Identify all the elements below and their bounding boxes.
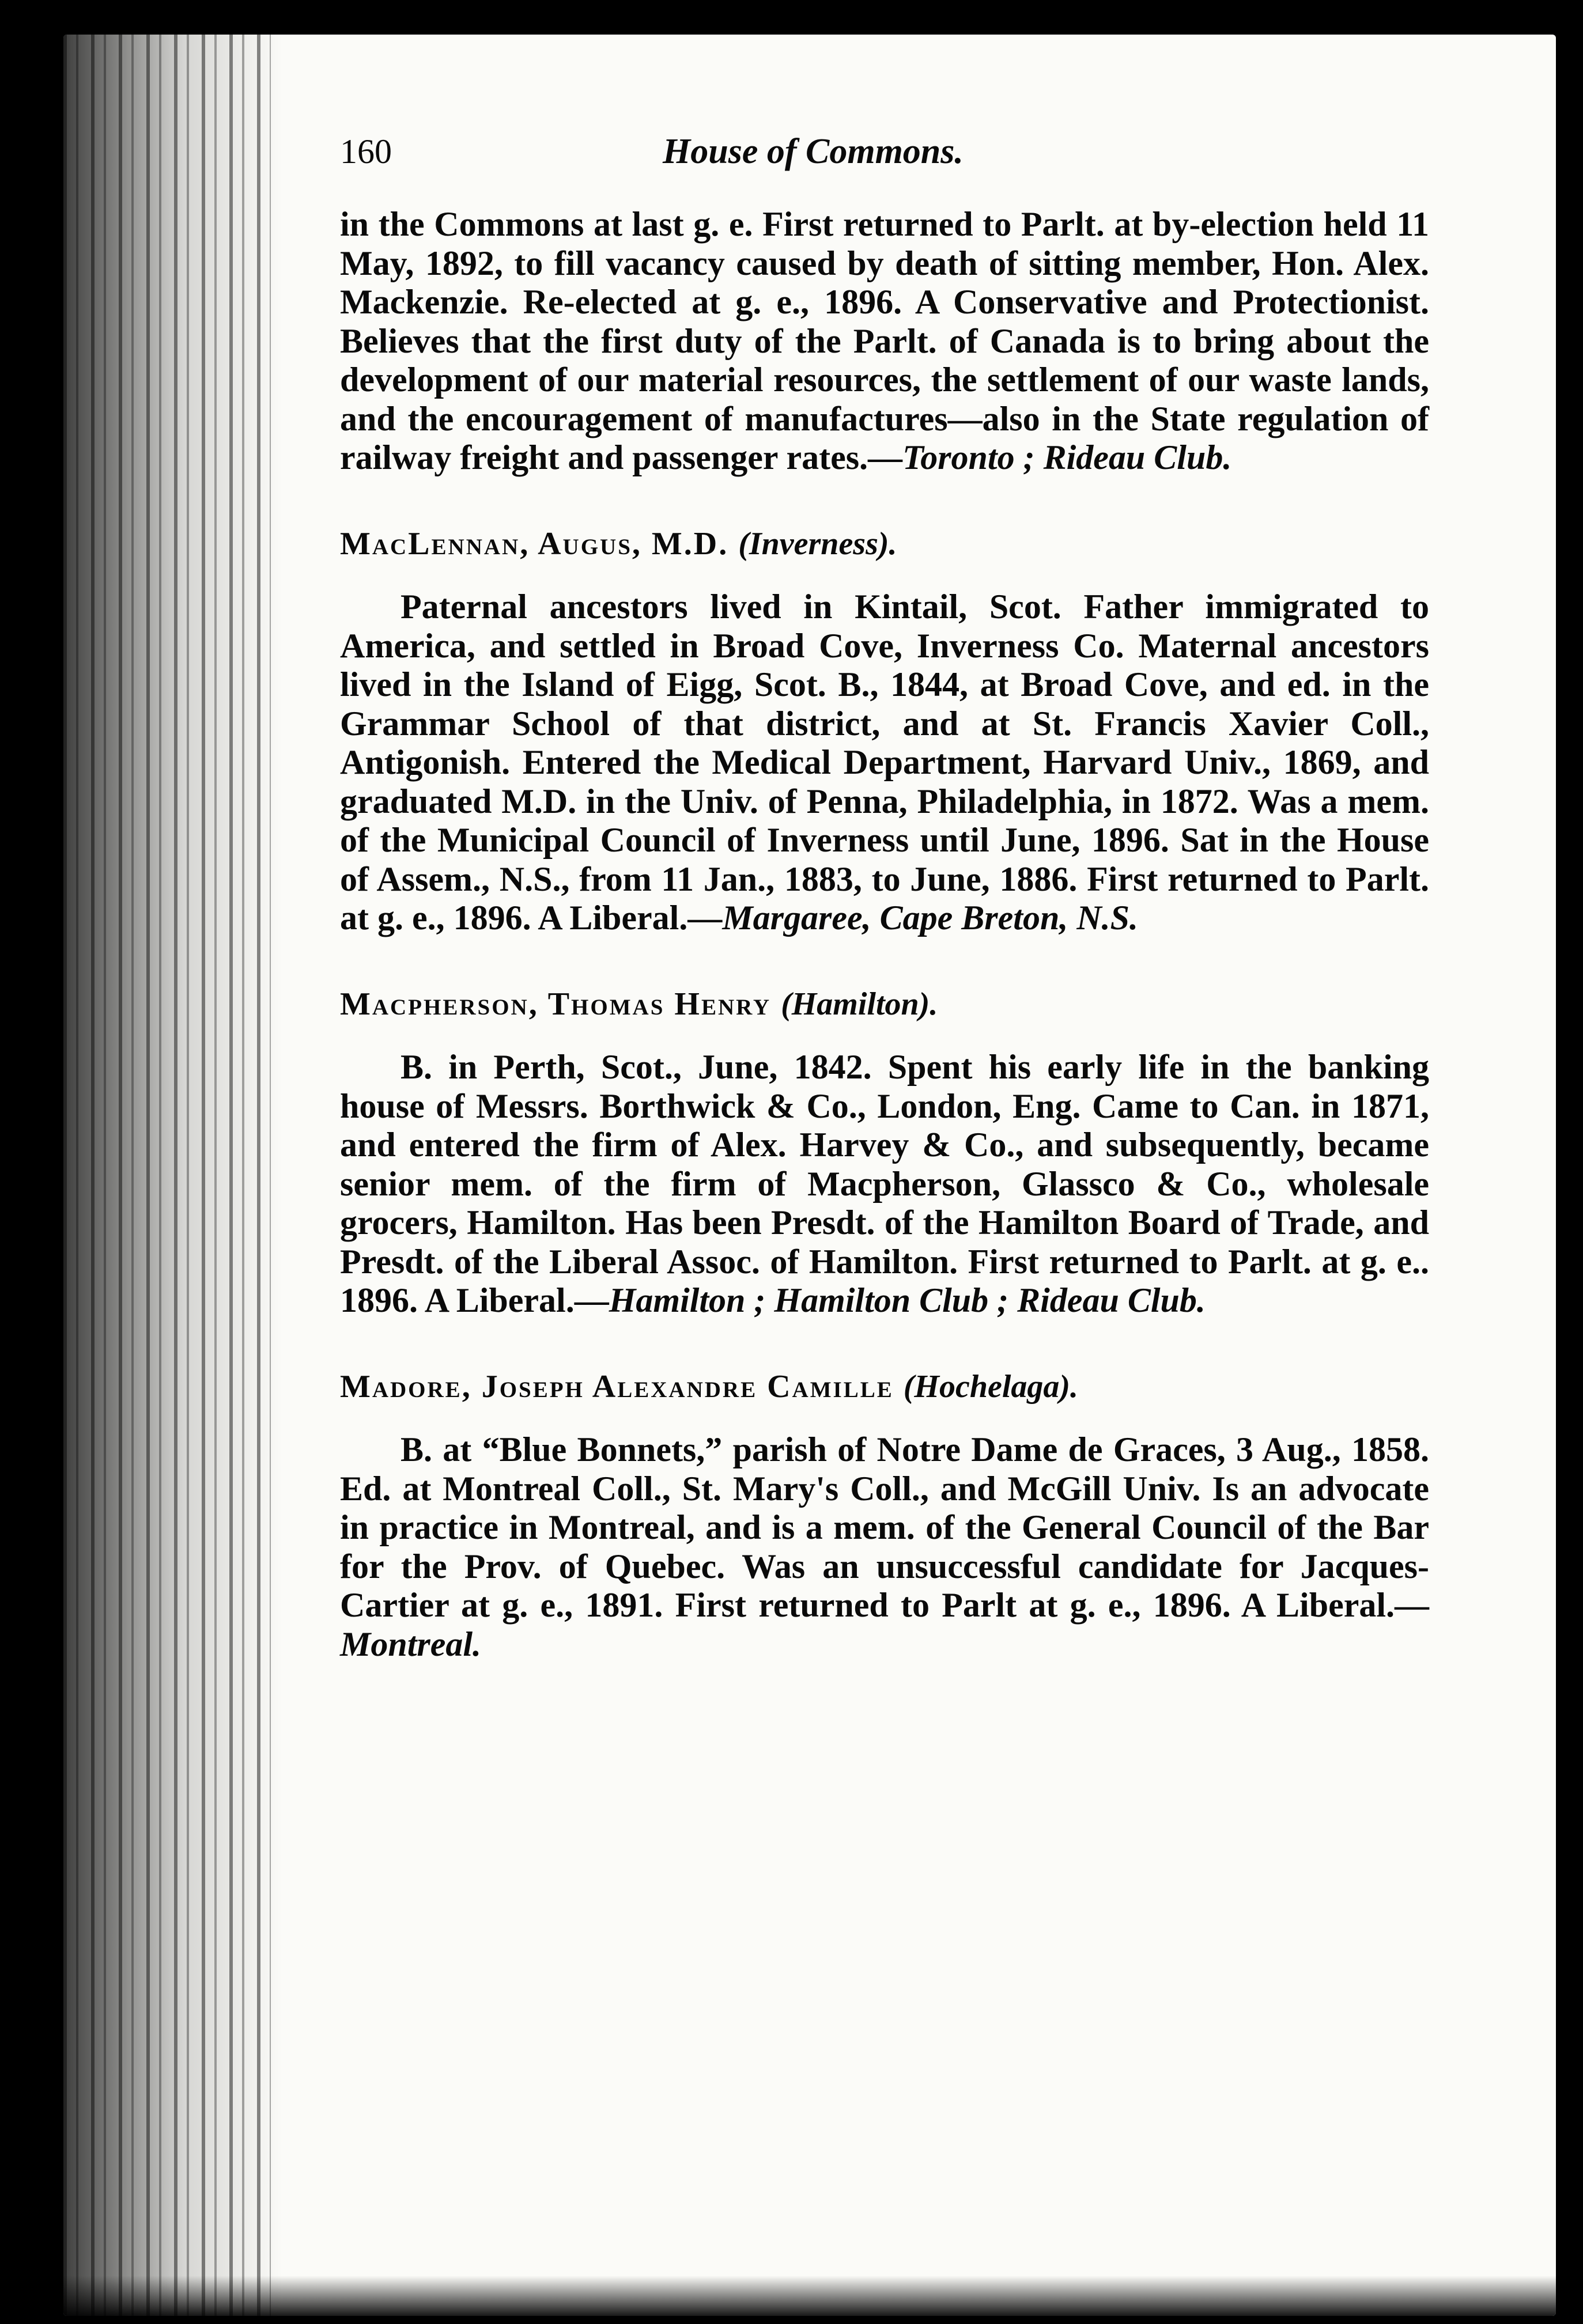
entry-clubs: Hamilton ; Hamilton Club ; Rideau Club. bbox=[609, 1281, 1206, 1319]
entry-clubs: Montreal. bbox=[340, 1625, 482, 1663]
entry-text: B. in Perth, Scot., June, 1842. Spent his early life in the banking house of Messrs. Borthwick & Co., London, Eng. Came to Can. in 1871, and entered the firm of Alex. Harvey & Co., and subsequently, became senior mem. of the firm of Macpherson, Glassco & Co., wholesale grocers, Hamilton. Has been Presdt. of the Hamilton Board of Trade, and Presdt. of the Liberal Assoc. of Hamilton. First returned to Parlt. at g. e.. 1896. A Liberal.— bbox=[340, 1048, 1429, 1319]
page-spine-fade bbox=[63, 35, 282, 2316]
entry-heading-maclennan bbox=[340, 525, 1429, 564]
entry-heading-macpherson bbox=[340, 985, 1429, 1024]
entry-name: Madore, Joseph Alexandre Camille bbox=[340, 1368, 894, 1405]
entry-riding: (Hamilton). bbox=[781, 986, 938, 1022]
entry-riding: (Hochelaga). bbox=[903, 1368, 1079, 1405]
entry-text: Paternal ancestors lived in Kintail, Scot. Father immigrated to America, and settled in Broad Cove, Inverness Co. Maternal ancestors lived in the Island of Eigg, Scot. B., 1844, at Broad Cove, and ed. in the Grammar School of that district, and at St. Francis Xavier Coll., Antigonish. Entered the Medical Department, Harvard Univ., 1869, and graduated M.D. in the Univ. of Penna, Philadelphia, in 1872. Was a mem. of the Municipal Council of Inverness until June, 1896. Sat in the House of Assem., N.S., from 11 Jan., 1883, to June, 1886. First returned to Parlt. at g. e., 1896. A Liberal.— bbox=[340, 588, 1429, 937]
entry-riding: (Inverness). bbox=[738, 525, 897, 562]
page-content bbox=[340, 133, 1429, 1664]
continuation-paragraph bbox=[340, 205, 1429, 478]
page-bottom-edge bbox=[63, 2276, 1556, 2316]
entry-clubs: Margaree, Cape Breton, N.S. bbox=[722, 899, 1139, 937]
entry-heading-madore bbox=[340, 1368, 1429, 1407]
entry-body-maclennan bbox=[340, 588, 1429, 938]
continuation-text: in the Commons at last g. e. First returned to Parlt. at by-election held 11 May, 1892, to fill vacancy caused by death of sitting member, Hon. Alex. Mackenzie. Re-elected at g. e., 1896. A Conservative and Protectionist. Believes that the first duty of the Parlt. of Canada is to bring about the development of our material resources, the settlement of our waste lands, and the encouragement of manufactures—also in the State regulation of railway freight and passenger rates.— bbox=[340, 205, 1429, 476]
running-title: House of Commons. bbox=[663, 132, 964, 171]
entry-name: MacLennan, Augus, M.D. bbox=[340, 525, 729, 562]
page-number: 160 bbox=[340, 133, 392, 171]
entry-name: Macpherson, Thomas Henry bbox=[340, 986, 772, 1022]
entry-text: B. at “Blue Bonnets,” parish of Notre Dame de Graces, 3 Aug., 1858. Ed. at Montreal Coll., St. Mary's Coll., and McGill Univ. Is an advocate in practice in Montreal, and is a mem. of the General Council of the Bar for the Prov. of Quebec. Was an unsuccessful candidate for Jacques-Cartier at g. e., 1891. First returned to Parlt at g. e., 1896. A Liberal.— bbox=[340, 1430, 1429, 1624]
continuation-clubs: Toronto ; Rideau Club. bbox=[902, 438, 1232, 476]
running-head bbox=[340, 133, 1429, 184]
entry-body-macpherson bbox=[340, 1048, 1429, 1320]
entry-body-madore bbox=[340, 1430, 1429, 1664]
